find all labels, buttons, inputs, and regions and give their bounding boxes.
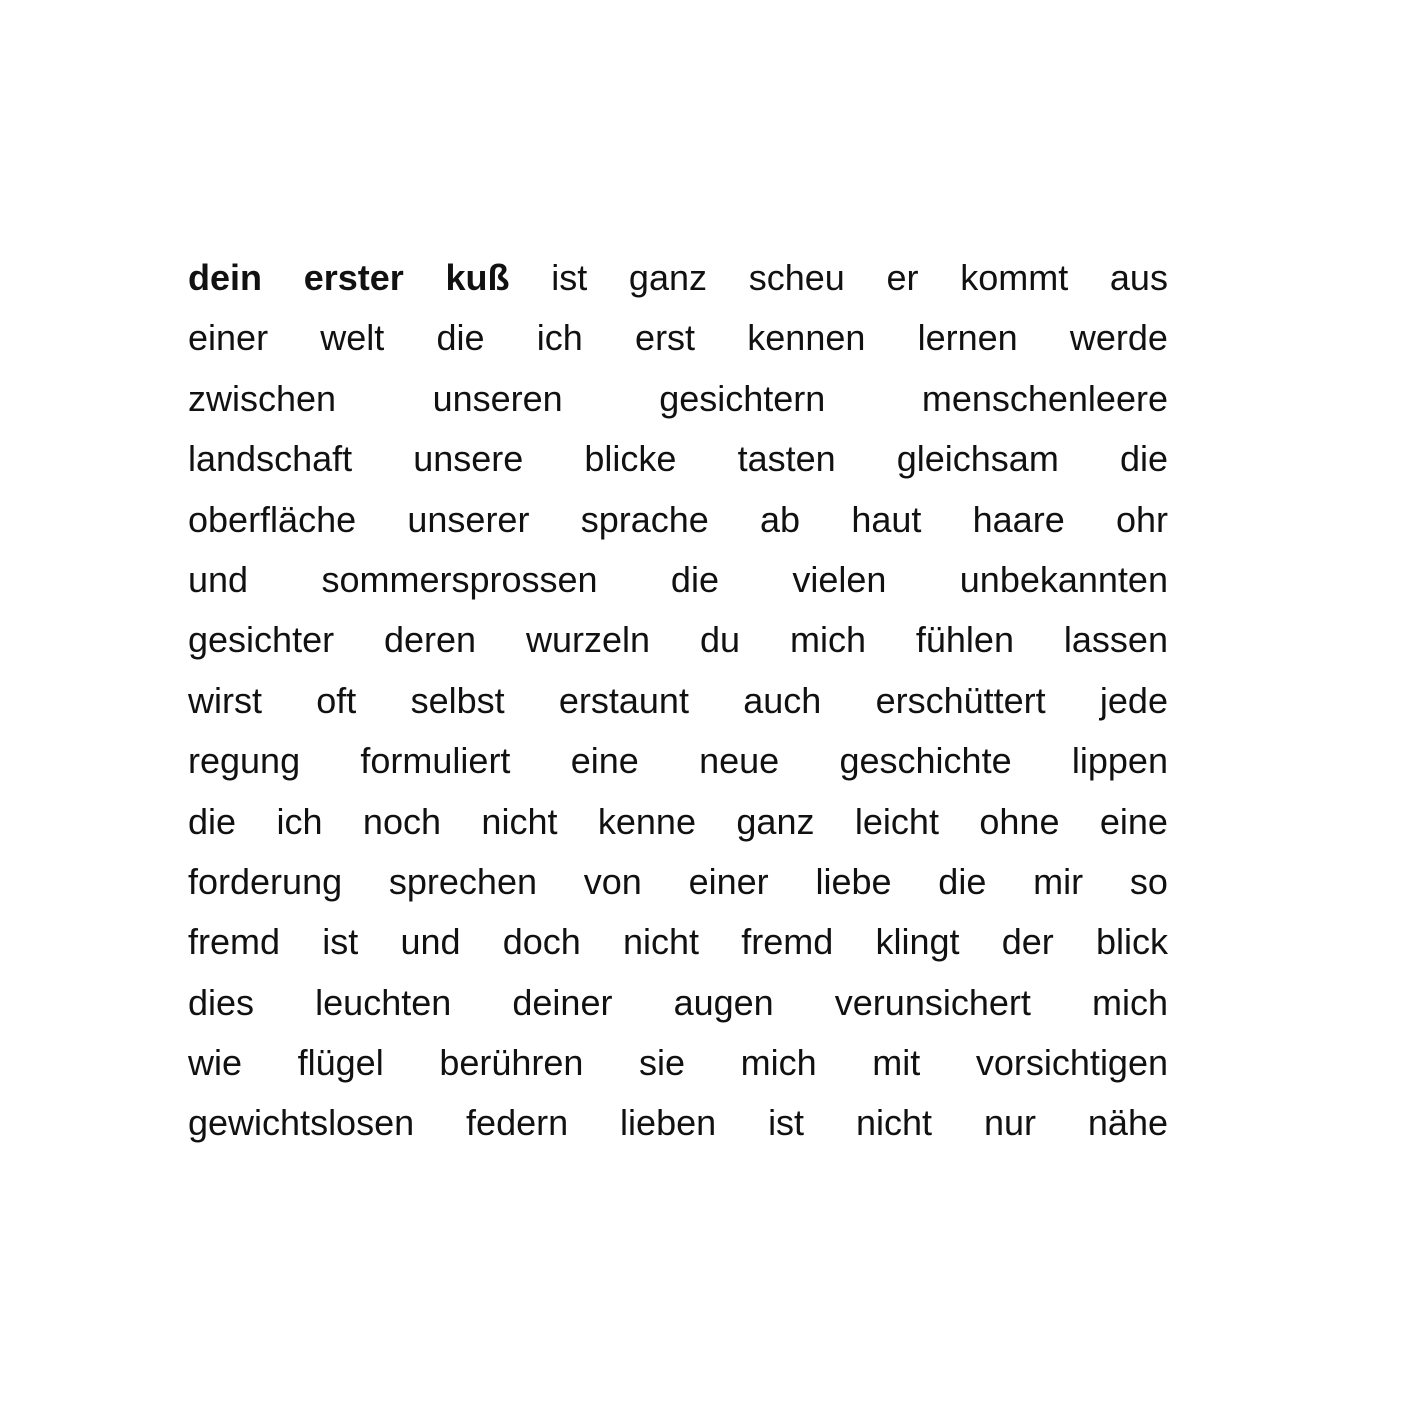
poem-word: nicht [623,921,700,963]
poem-word: nähe [1087,1102,1168,1144]
poem-word: ist [322,921,359,963]
poem-word: auch [743,679,822,721]
poem-word: eine [1099,800,1168,842]
poem-line [188,1033,1168,1093]
poem-word: lassen [1063,619,1168,661]
poem-line [188,912,1168,972]
poem-word: ist [551,257,588,298]
poem-word: ganz [736,800,815,842]
poem-word: vielen [792,558,887,600]
poem-word: die [188,800,237,842]
poem-word: formuliert [360,740,511,782]
poem-line [188,1093,1168,1153]
poem-word: erst [635,317,696,359]
poem-word: die [436,317,485,359]
poem-word: und [188,558,249,600]
poem-word: flügel [297,1042,384,1084]
poem-word: tasten [737,438,836,480]
poem-word: leicht [854,800,939,842]
poem-word: doch [502,921,581,963]
poem-word: mir [1033,860,1084,902]
poem-word: unbekannten [959,558,1168,600]
poem-word: deiner [512,981,613,1023]
poem-word: lippen [1071,740,1168,782]
poem-word: lieben [620,1102,717,1144]
poem-word: ab [760,498,801,540]
poem-word: deren [384,619,477,661]
poem-word: augen [673,981,774,1023]
poem-word: die [670,558,719,600]
poem-word: menschenleere [921,377,1168,419]
poem-line [188,852,1168,912]
poem-word: erschüttert [875,679,1046,721]
poem-word: scheu [748,257,845,298]
poem-word: unsere [413,438,524,480]
poem-word: fremd [188,921,281,963]
poem-word: unserer [407,498,530,540]
poem-word: so [1129,860,1168,902]
poem-word: kommt [960,257,1069,298]
poem-word: einer [188,317,269,359]
poem-word: selbst [410,679,505,721]
poem-word: ich [536,317,583,359]
poem-line [188,973,1168,1033]
poem-word: gewichtslosen [188,1102,415,1144]
poem-word: sprechen [388,860,537,902]
poem-word: gleichsam [896,438,1059,480]
poem-line [188,490,1168,550]
poem-word: die [938,860,987,902]
poem-word: kennen [747,317,866,359]
poem-line [188,248,1168,308]
poem-word: ganz [628,257,707,298]
poem-word: federn [466,1102,569,1144]
poem-word: jede [1099,679,1168,721]
poem-word: leuchten [315,981,452,1023]
poem-word: fremd [741,921,834,963]
poem-word: kenne [597,800,696,842]
poem-word: unseren [432,377,563,419]
poem-word: oberfläche [188,498,357,540]
poem-title-word: erster [303,257,404,298]
poem-word: liebe [815,860,892,902]
poem-word: nicht [481,800,558,842]
poem-word: berühren [439,1042,584,1084]
poem-word: der [1001,921,1054,963]
poem-word: sommersprossen [321,558,598,600]
poem-word: landschaft [188,438,353,480]
poem-word: fühlen [915,619,1014,661]
poem-word: neue [699,740,780,782]
poem-word: vorsichtigen [975,1042,1168,1084]
poem-word: wurzeln [526,619,651,661]
poem-word: erstaunt [558,679,689,721]
poem-word: gesichtern [659,377,826,419]
poem-text-block [188,248,1168,1154]
poem-title-word: kuß [445,257,510,298]
poem-word: gesichter [188,619,335,661]
poem-word: werde [1069,317,1168,359]
poem-line [188,731,1168,791]
poem-line [188,308,1168,368]
poem-word: geschichte [839,740,1012,782]
poem-line [188,369,1168,429]
poem-word: und [400,921,461,963]
poem-line [188,671,1168,731]
poem-word: mich [740,1042,817,1084]
poem-word: die [1119,438,1168,480]
poem-line [188,610,1168,670]
poem-word: einer [688,860,769,902]
poem-word: mich [789,619,866,661]
poem-word: verunsichert [834,981,1031,1023]
poem-word: lernen [917,317,1018,359]
poem-word: blicke [584,438,677,480]
poem-word: wirst [188,679,262,721]
poem-word: klingt [875,921,960,963]
poem-word: regung [188,740,301,782]
poem-word: ist [768,1102,805,1144]
poem-word: eine [570,740,639,782]
poem-word: ich [276,800,323,842]
poem-word: von [583,860,642,902]
poem-line [188,429,1168,489]
poem-word: er [886,257,919,298]
poem-word: ohne [979,800,1060,842]
poem-word: aus [1109,257,1168,298]
poem-word: mich [1091,981,1168,1023]
poem-word: nicht [855,1102,933,1144]
poem-word: nur [983,1102,1036,1144]
poem-word: sie [639,1042,686,1084]
poem-line [188,792,1168,852]
poem-word: haut [851,498,922,540]
poem-word: forderung [188,860,343,902]
poem-word: wie [188,1042,243,1084]
poem-word: oft [316,679,357,721]
poem-word: noch [362,800,441,842]
poem-word: dies [188,981,255,1023]
poem-word: ohr [1115,498,1168,540]
poem-word: sprache [580,498,709,540]
poem-word: blick [1095,921,1168,963]
poem-word: mit [872,1042,921,1084]
poem-word: haare [972,498,1065,540]
poem-title-word: dein [188,257,263,298]
poem-line [188,550,1168,610]
poem-word: zwischen [188,377,337,419]
poem-word: welt [320,317,385,359]
poem-word: du [699,619,741,661]
